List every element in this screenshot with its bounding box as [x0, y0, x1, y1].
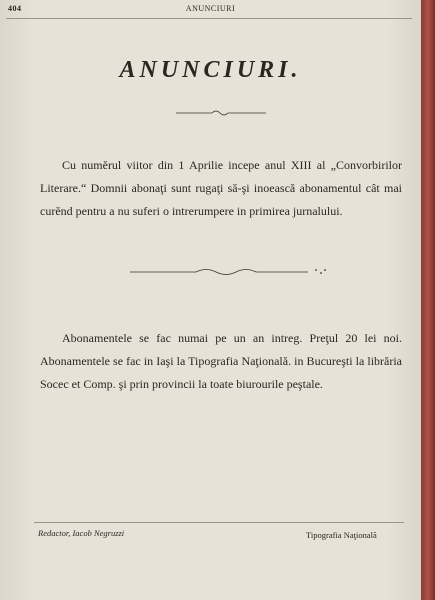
section-divider-icon	[130, 266, 330, 278]
running-title: ANUNCIURI	[185, 4, 236, 13]
page-header	[0, 4, 421, 18]
page-number: 404	[8, 4, 22, 13]
page-edge	[421, 0, 435, 600]
editor-credit: Redactor, Iacob Negruzzi	[38, 528, 125, 538]
header-rule	[6, 18, 412, 19]
renewal-notice: Cu numĕrul viitor din 1 Aprilie incepe anul XIII al „Convorbirilor Literare.“ Domnii abonaţi sunt rugaţi să-şi inoească abonamentul cât mai curĕnd pentru a nu suferi o intrerumpere in primirea jurnalului.	[40, 158, 402, 218]
subscription-notice: Abonamentele se fac numai pe un an intreg. Preţul 20 lei noi. Abonamentele se fac in Iaşi la Tipografia Naţională. in Bucureşti la librăria Socec et Comp. şi prin provincii la toate biurourile peştale.	[40, 331, 402, 391]
title-ornament-icon	[176, 108, 266, 118]
page-title: ANUNCIURI.	[119, 57, 302, 83]
footer-rule	[34, 522, 404, 523]
printer-credit: Tipografia Naţională	[306, 530, 377, 540]
